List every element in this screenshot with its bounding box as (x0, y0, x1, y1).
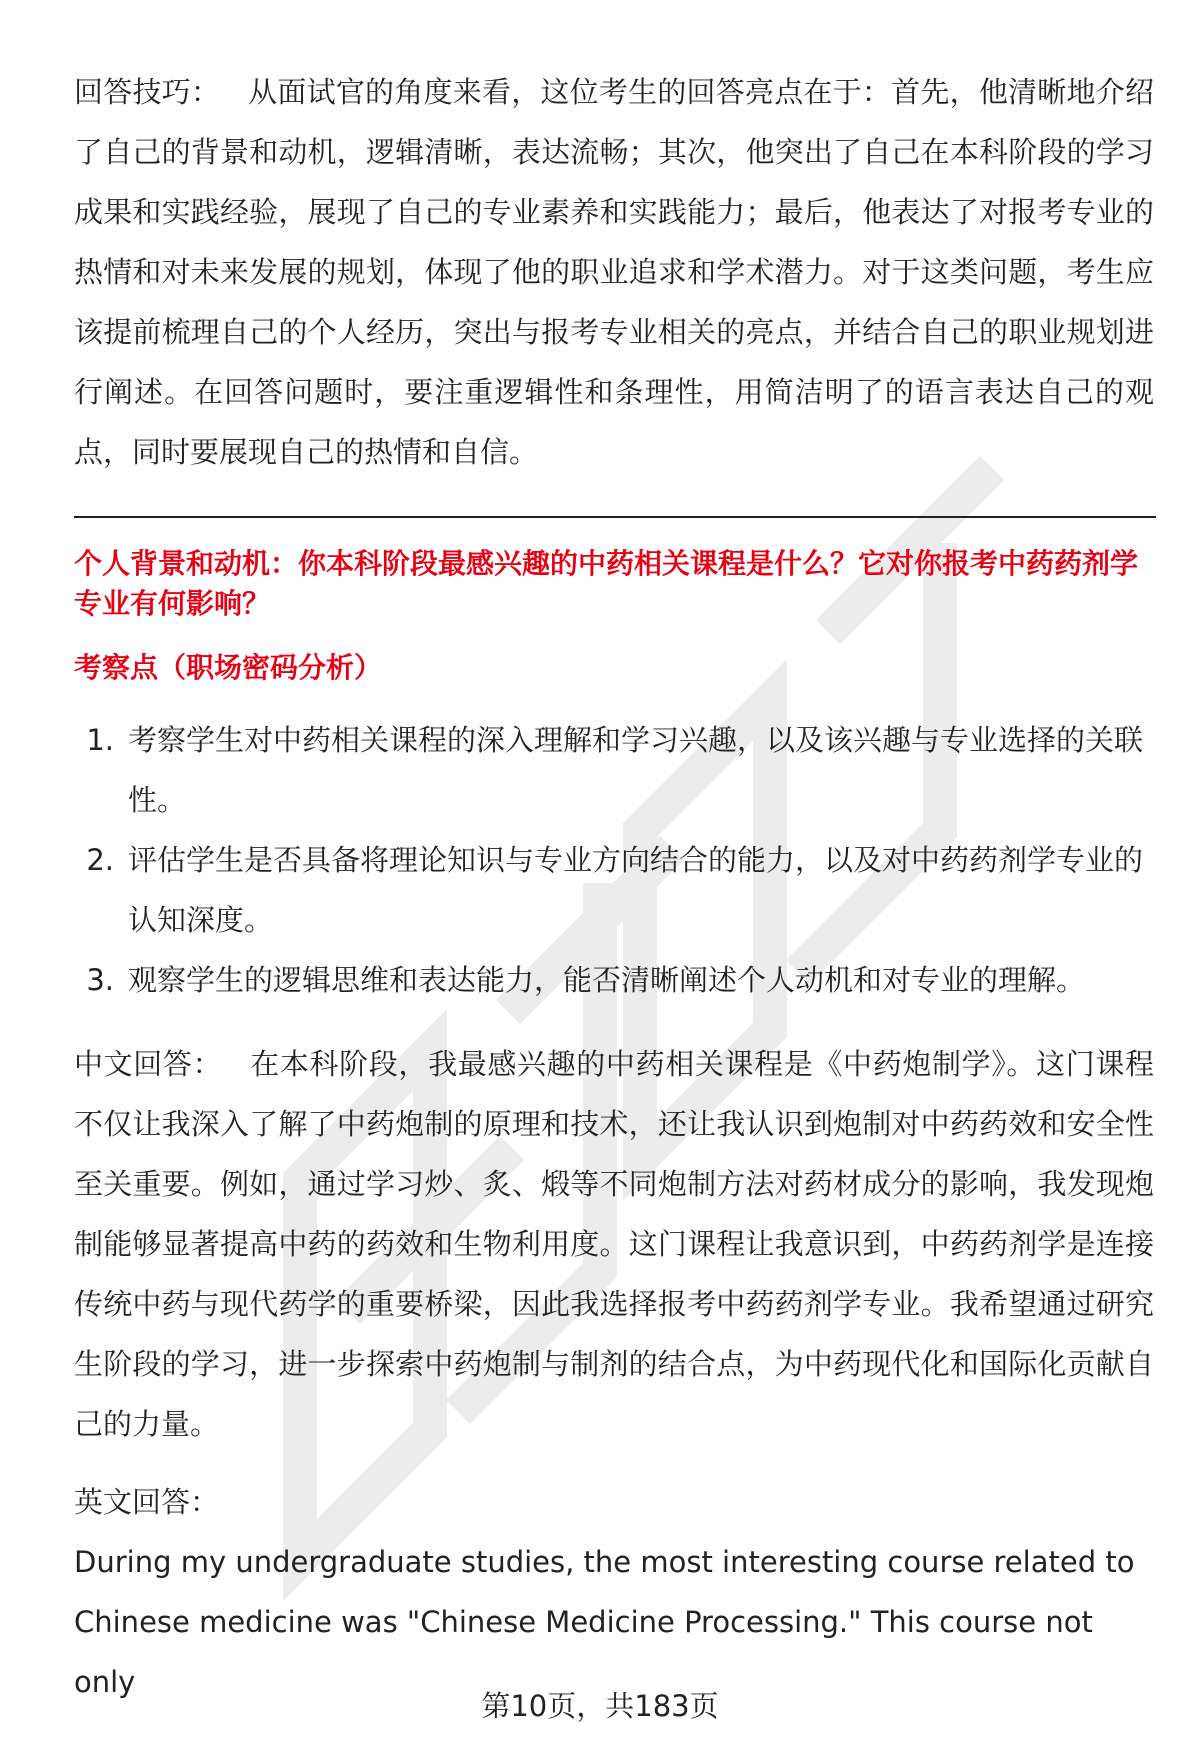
list-item-text: 评估学生是否具备将理论知识与专业方向结合的能力，以及对中药药剂学专业的认知深度。 (128, 843, 1144, 937)
list-item-number: 2. (86, 843, 114, 877)
list-item-text: 观察学生的逻辑思维和表达能力，能否清晰阐述个人动机和对专业的理解。 (128, 963, 1086, 997)
assessment-title: 考察点（职场密码分析） (74, 651, 383, 684)
answer-tips-paragraph (74, 62, 1154, 482)
chinese-answer-text: 在本科阶段，我最感兴趣的中药相关课程是《中药炮制学》。这门课程不仅让我深入了解了中药炮制的原理和技术，还让我认识到炮制对中药药效和安全性至关重要。例如，通过学习炒、炙、煅等不同炮制方法对药材成分的影响，我发现炮制能够显著提高中药的药效和生物利用度。这门课程让我意识到，中药药剂学是连接传统中药与现代药学的重要桥梁，因此我选择报考中药药剂学专业。我希望通过研究生阶段的学习，进一步探索中药炮制与制剂的结合点，为中药现代化和国际化贡献自己的力量。 (74, 1047, 1154, 1441)
spacer (74, 1454, 1154, 1472)
english-answer-label: 英文回答： (74, 1485, 220, 1519)
list-item (74, 710, 1154, 830)
spacer (74, 1010, 1154, 1034)
list-item (74, 950, 1154, 1010)
chinese-answer-paragraph (74, 1034, 1154, 1454)
english-answer-line-2: Chinese medicine was "Chinese Medicine Processing." This course not only (74, 1605, 1093, 1699)
answer-tips-text: 从面试官的角度来看，这位考生的回答亮点在于：首先，他清晰地介绍了自己的背景和动机，逻辑清晰，表达流畅；其次，他突出了自己在本科阶段的学习成果和实践经验，展现了自己的专业素养和实践能力；最后，他表达了对报考专业的热情和对未来发展的规划，体现了他的职业追求和学术潜力。对于这类问题，考生应该提前梳理自己的个人经历，突出与报考专业相关的亮点，并结合自己的职业规划进行阐述。在回答问题时，要注重逻辑性和条理性，用简洁明了的语言表达自己的观点，同时要展现自己的热情和自信。 (74, 75, 1154, 469)
list-item (74, 830, 1154, 950)
assessment-points-list (74, 710, 1154, 1010)
section-divider (74, 516, 1156, 518)
question-title: 个人背景和动机：你本科阶段最感兴趣的中药相关课程是什么？它对你报考中药药剂学专业有何影响？ (74, 547, 1139, 620)
main-content (74, 62, 1154, 1712)
english-answer-line-1: During my undergraduate studies, the most interesting course related to (74, 1545, 1135, 1579)
list-item-number: 3. (86, 963, 114, 997)
answer-tips-label: 回答技巧： (74, 75, 221, 109)
page-number-footer: 第10页，共183页 (481, 1689, 719, 1723)
list-item-number: 1. (86, 723, 114, 757)
list-item-text: 考察学生对中药相关课程的深入理解和学习兴趣，以及该兴趣与专业选择的关联性。 (128, 723, 1144, 817)
chinese-answer-label: 中文回答： (74, 1047, 223, 1081)
